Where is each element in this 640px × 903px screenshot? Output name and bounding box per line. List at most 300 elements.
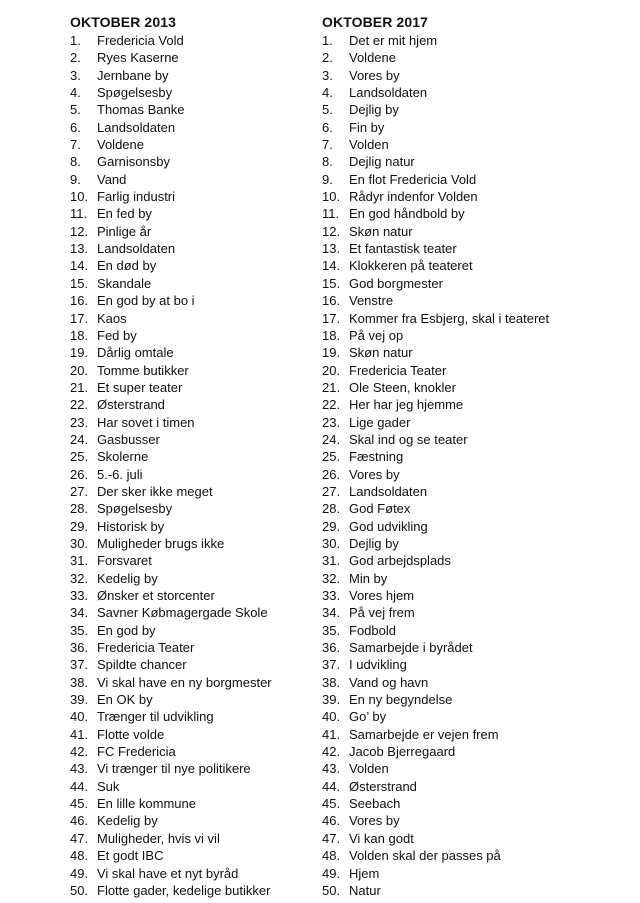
list-item-number: 18. [70,327,89,343]
list-item-text: Volden skal der passes på [349,848,501,864]
list-item-text: På vej frem [349,605,415,621]
list-item [70,604,320,621]
list-item [70,812,320,829]
list-item [70,518,320,535]
list-item-text: Dejlig natur [349,154,415,170]
list-item [322,535,622,552]
list-item-text: Landsoldaten [97,241,176,257]
list-item-number: 37. [70,657,89,673]
list-item-number: 23. [70,414,89,430]
list-item-number: 29. [322,518,341,534]
list-item-text: Vi skal have en ny borgmester [97,674,272,690]
list-item-number: 44. [70,778,89,794]
list-item [322,101,622,118]
list-item-number: 19. [322,345,341,361]
list-item [322,414,622,431]
list-item [322,396,622,413]
list-item-text: Voldene [97,137,144,153]
list-item-number: 45. [70,796,89,812]
list-item-number: 12. [322,223,341,239]
list-item-text: God borgmester [349,275,443,291]
list-item [322,865,622,882]
list-item-number: 41. [322,726,341,742]
list-item-number: 21. [70,379,89,395]
list-item-number: 37. [322,657,341,673]
list-item-number: 20. [322,362,341,378]
list-item [322,84,622,101]
list-item-text: En ny begyndelse [349,692,453,708]
list-item-text: Vi trænger til nye politikere [97,761,251,777]
list-item [70,830,320,847]
list-item-text: Flotte volde [97,726,165,742]
list-item [70,656,320,673]
list-item-text: Garnisonsby [97,154,170,170]
list-item-number: 4. [322,85,333,101]
list-item [322,778,622,795]
list-item-text: Volden [349,761,389,777]
list-item-number: 11. [70,206,88,222]
list-item [322,362,622,379]
list-item-number: 9. [322,171,333,187]
list-item [70,448,320,465]
list-item-text: Spøgelsesby [97,85,173,101]
list-item-text: Kommer fra Esbjerg, skal i teateret [349,310,550,326]
list-item-number: 40. [70,709,89,725]
list-item-text: Vand [97,171,127,187]
list-item [70,205,320,222]
list-item-text: Spøgelsesby [97,501,173,517]
list-item-text: Venstre [349,293,394,309]
list-item-number: 16. [70,293,89,309]
list-item [70,778,320,795]
list-item [322,240,622,257]
list-item-number: 33. [322,588,341,603]
list-item-number: 1. [322,33,333,48]
list-item-text: Det er mit hjem [349,33,438,48]
list-item-number: 24. [322,431,341,447]
list-item-text: En god by at bo i [97,293,195,309]
list-item-number: 12. [70,223,89,239]
list-item-text: Vi kan godt [349,830,414,846]
list-item [322,795,622,812]
list-item [322,466,622,483]
list-item [70,535,320,552]
list-item [322,153,622,170]
list-item [322,500,622,517]
list-item-number: 31. [70,553,89,569]
list-item-text: Ole Steen, knokler [349,379,456,395]
list-item [70,292,320,309]
list-item-number: 33. [70,588,89,603]
list-item [322,656,622,673]
list-item-text: Ønsker et storcenter [97,588,215,603]
list-item [70,726,320,743]
list-item [322,171,622,188]
list-item-text: Landsoldaten [97,119,176,135]
list-item-text: En død by [97,258,157,274]
list-item-text: Natur [349,882,381,898]
list-item-number: 31. [322,553,341,569]
list-item-text: Landsoldaten [349,85,428,101]
list-item-number: 5. [322,102,333,118]
list-item [70,570,320,587]
list-item-number: 25. [70,449,89,465]
list-item-number: 24. [70,431,89,447]
list-item-text: En OK by [97,692,153,708]
list-item [70,795,320,812]
list-item-text: Hjem [349,865,380,881]
list-item [70,223,320,240]
list-item-number: 2. [322,50,333,66]
list-item [70,708,320,725]
list-item [322,622,622,639]
list-item-text: På vej op [349,327,404,343]
list-item-text: Skolerne [97,449,149,465]
list-item-text: Vores hjem [349,588,415,603]
list-item-number: 26. [322,466,341,482]
list-item-number: 27. [70,483,89,499]
list-item-number: 32. [322,570,341,586]
list-item-text: Har sovet i timen [97,414,195,430]
list-column-2017 [322,12,622,899]
list-item [70,327,320,344]
list-item [322,812,622,829]
list-item [70,760,320,777]
list-item [70,119,320,136]
list-item-text: Ryes Kaserne [97,50,179,66]
list-item-number: 41. [70,726,89,742]
list-item-number: 48. [322,848,341,864]
list-item-text: Vores by [349,466,400,482]
list-item-text: Fredericia Teater [97,640,195,656]
list-item-number: 7. [70,137,81,153]
list-item-text: Østerstrand [97,397,165,413]
list-item-number: 29. [70,518,89,534]
list-item-text: En god håndbold by [349,206,465,222]
list-item [70,414,320,431]
list-item-text: Kedelig by [97,570,158,586]
list-item [322,518,622,535]
list-item-number: 50. [70,882,89,898]
list-item [70,32,320,49]
list-item-text: Seebach [349,796,401,812]
list-item-number: 34. [322,605,341,621]
list-item-number: 17. [70,310,89,326]
list-item-number: 3. [70,67,81,83]
list-item-number: 15. [322,275,341,291]
list-item [322,726,622,743]
list-item-text: Suk [97,778,120,794]
list-item-number: 3. [322,67,333,83]
list-item-text: Kedelig by [97,813,158,829]
list-item-number: 7. [322,137,333,153]
list-item [70,431,320,448]
list-item-number: 43. [70,761,89,777]
list-item-number: 30. [322,535,341,551]
list-item [70,587,320,604]
list-item-text: Kaos [97,310,127,326]
list-item [70,674,320,691]
list-item [322,310,622,327]
list-item-number: 11. [322,206,340,222]
list-item [322,604,622,621]
list-item [322,587,622,604]
list-item [70,84,320,101]
list-item-number: 43. [322,761,341,777]
list-item-text: Min by [349,570,388,586]
list-item-text: Dejlig by [349,102,399,118]
list-item [322,431,622,448]
list-item-number: 36. [322,640,341,656]
list-item [322,188,622,205]
list-item-text: Vores by [349,813,400,829]
list-item [70,483,320,500]
list-item [70,101,320,118]
list-item-text: Voldene [349,50,396,66]
list-item [70,552,320,569]
list-item-text: Thomas Banke [97,102,185,118]
list-item [322,570,622,587]
list-item [70,500,320,517]
list-item-text: Jacob Bjerregaard [349,744,456,760]
list-item [322,830,622,847]
list-item-text: Skøn natur [349,345,413,361]
list-item-number: 8. [322,154,333,170]
list-item-number: 39. [70,692,89,708]
list-item-number: 6. [70,119,81,135]
list-item-text: Et godt IBC [97,848,164,864]
list-item [322,292,622,309]
list-item-number: 46. [70,813,89,829]
list-item-text: 5.-6. juli [97,466,143,482]
list-item-text: Skøn natur [349,223,413,239]
list-item [322,674,622,691]
list-item [70,171,320,188]
list-item [322,760,622,777]
list-item [322,882,622,899]
column-title-2013: OKTOBER 2013 [70,14,176,30]
list-item-number: 28. [322,501,341,517]
list-item-number: 34. [70,605,89,621]
list-item [322,743,622,760]
list-item [322,552,622,569]
list-item-number: 49. [70,865,89,881]
list-item-text: Fæstning [349,449,404,465]
list-item-text: Østerstrand [349,778,417,794]
list-item-text: Lige gader [349,414,411,430]
list-item-text: Skandale [97,275,152,291]
list-item-text: God Føtex [349,501,411,517]
list-item-text: Rådyr indenfor Volden [349,189,478,205]
list-item-number: 17. [322,310,341,326]
list-item-number: 13. [322,241,341,257]
column-title-2017: OKTOBER 2017 [322,14,428,30]
list-item-number: 46. [322,813,341,829]
list-item-text: God udvikling [349,518,428,534]
list-item [70,136,320,153]
list-item [70,240,320,257]
list-item-text: Dårlig omtale [97,345,174,361]
list-item-text: Samarbejde er vejen frem [349,726,499,742]
list-item-number: 10. [70,189,89,205]
list-item-text: Et super teater [97,379,183,395]
list-item [70,865,320,882]
list-item [70,847,320,864]
list-item-number: 47. [322,830,341,846]
list-item-number: 50. [322,882,341,898]
list-item-number: 1. [70,33,81,48]
list-item [70,362,320,379]
list-item-text: Her har jeg hjemme [349,397,464,413]
list-item [70,743,320,760]
list-item [70,275,320,292]
list-item [70,466,320,483]
list-item-number: 47. [70,830,89,846]
word-list-2013 [70,32,320,899]
list-item-number: 32. [70,570,89,586]
list-item [322,136,622,153]
list-item [322,223,622,240]
list-item-text: Fed by [97,327,137,343]
list-item-number: 4. [70,85,81,101]
list-item-text: Der sker ikke meget [97,483,213,499]
list-item [70,188,320,205]
list-item-text: Historisk by [97,518,165,534]
list-item [322,67,622,84]
list-item-number: 35. [70,622,89,638]
list-item-text: Gasbusser [97,431,160,447]
list-item [322,379,622,396]
list-item-text: Klokkeren på teateret [349,258,473,274]
list-item [322,691,622,708]
list-item-number: 48. [70,848,89,864]
list-item-text: Vi skal have et nyt byråd [97,865,239,881]
list-item-text: Vand og havn [349,674,429,690]
list-item-text: Go’ by [349,709,387,725]
list-item [70,691,320,708]
list-item-text: En flot Fredericia Vold [349,171,477,187]
list-item-number: 30. [70,535,89,551]
list-item-number: 42. [70,744,89,760]
list-item-number: 23. [322,414,341,430]
list-item-text: En god by [97,622,156,638]
list-item-text: Dejlig by [349,535,399,551]
list-item-text: FC Fredericia [97,744,176,760]
list-item-number: 22. [70,397,89,413]
list-item-number: 38. [322,674,341,690]
list-item-text: Skal ind og se teater [349,431,468,447]
list-item-number: 2. [70,50,81,66]
list-item-text: Volden [349,137,389,153]
list-item-number: 45. [322,796,341,812]
list-item-text: Muligheder brugs ikke [97,535,225,551]
list-item-text: Samarbejde i byrådet [349,640,473,656]
list-item-text: Jernbane by [97,67,169,83]
list-item-number: 27. [322,483,341,499]
list-item [322,448,622,465]
list-item-number: 39. [322,692,341,708]
list-item-number: 6. [322,119,333,135]
list-item [322,639,622,656]
list-item-text: Pinlige år [97,223,152,239]
list-item-text: Forsvaret [97,553,152,569]
list-column-2013 [70,12,320,899]
list-item-text: Savner Købmagergade Skole [97,605,268,621]
list-item-text: Fredericia Vold [97,33,184,48]
list-item-number: 15. [70,275,89,291]
list-item [322,49,622,66]
list-item [70,396,320,413]
list-item-text: En fed by [97,206,152,222]
list-item-text: Spildte chancer [97,657,187,673]
list-item [322,119,622,136]
list-item-number: 26. [70,466,89,482]
list-item-text: Fin by [349,119,385,135]
list-item-number: 42. [322,744,341,760]
list-item-number: 25. [322,449,341,465]
list-item [322,483,622,500]
list-item-number: 38. [70,674,89,690]
list-item [70,882,320,899]
list-item-number: 13. [70,241,89,257]
list-item-number: 19. [70,345,89,361]
list-item-number: 10. [322,189,341,205]
list-item-text: Flotte gader, kedelige butikker [97,882,271,898]
list-item-text: God arbejdsplads [349,553,451,569]
list-item-text: Farlig industri [97,189,176,205]
list-item-number: 35. [322,622,341,638]
list-item-number: 5. [70,102,81,118]
list-item-number: 28. [70,501,89,517]
list-item [322,344,622,361]
list-item [322,205,622,222]
list-item [322,257,622,274]
list-item-text: Landsoldaten [349,483,428,499]
list-item-number: 16. [322,293,341,309]
list-item-text: Muligheder, hvis vi vil [97,830,220,846]
list-item-text: Tomme butikker [97,362,189,378]
list-item-text: En lille kommune [97,796,196,812]
list-item [70,67,320,84]
list-item [70,49,320,66]
list-item-number: 40. [322,709,341,725]
list-item-number: 14. [322,258,341,274]
list-item-text: Fodbold [349,622,396,638]
list-item [322,847,622,864]
list-item-text: I udvikling [349,657,407,673]
list-item-text: Et fantastisk teater [349,241,457,257]
list-item [70,257,320,274]
list-item [70,153,320,170]
list-item-number: 18. [322,327,341,343]
list-item-number: 36. [70,640,89,656]
list-item-text: Fredericia Teater [349,362,447,378]
list-item [322,32,622,49]
list-item [70,639,320,656]
list-item-text: Trænger til udvikling [97,709,214,725]
list-item-number: 14. [70,258,89,274]
list-item [70,344,320,361]
list-item [70,622,320,639]
word-list-2017 [322,32,622,899]
list-item-number: 9. [70,171,81,187]
list-item [322,708,622,725]
list-item-number: 22. [322,397,341,413]
list-item-number: 49. [322,865,341,881]
list-item-text: Vores by [349,67,400,83]
list-item-number: 44. [322,778,341,794]
list-item [322,327,622,344]
